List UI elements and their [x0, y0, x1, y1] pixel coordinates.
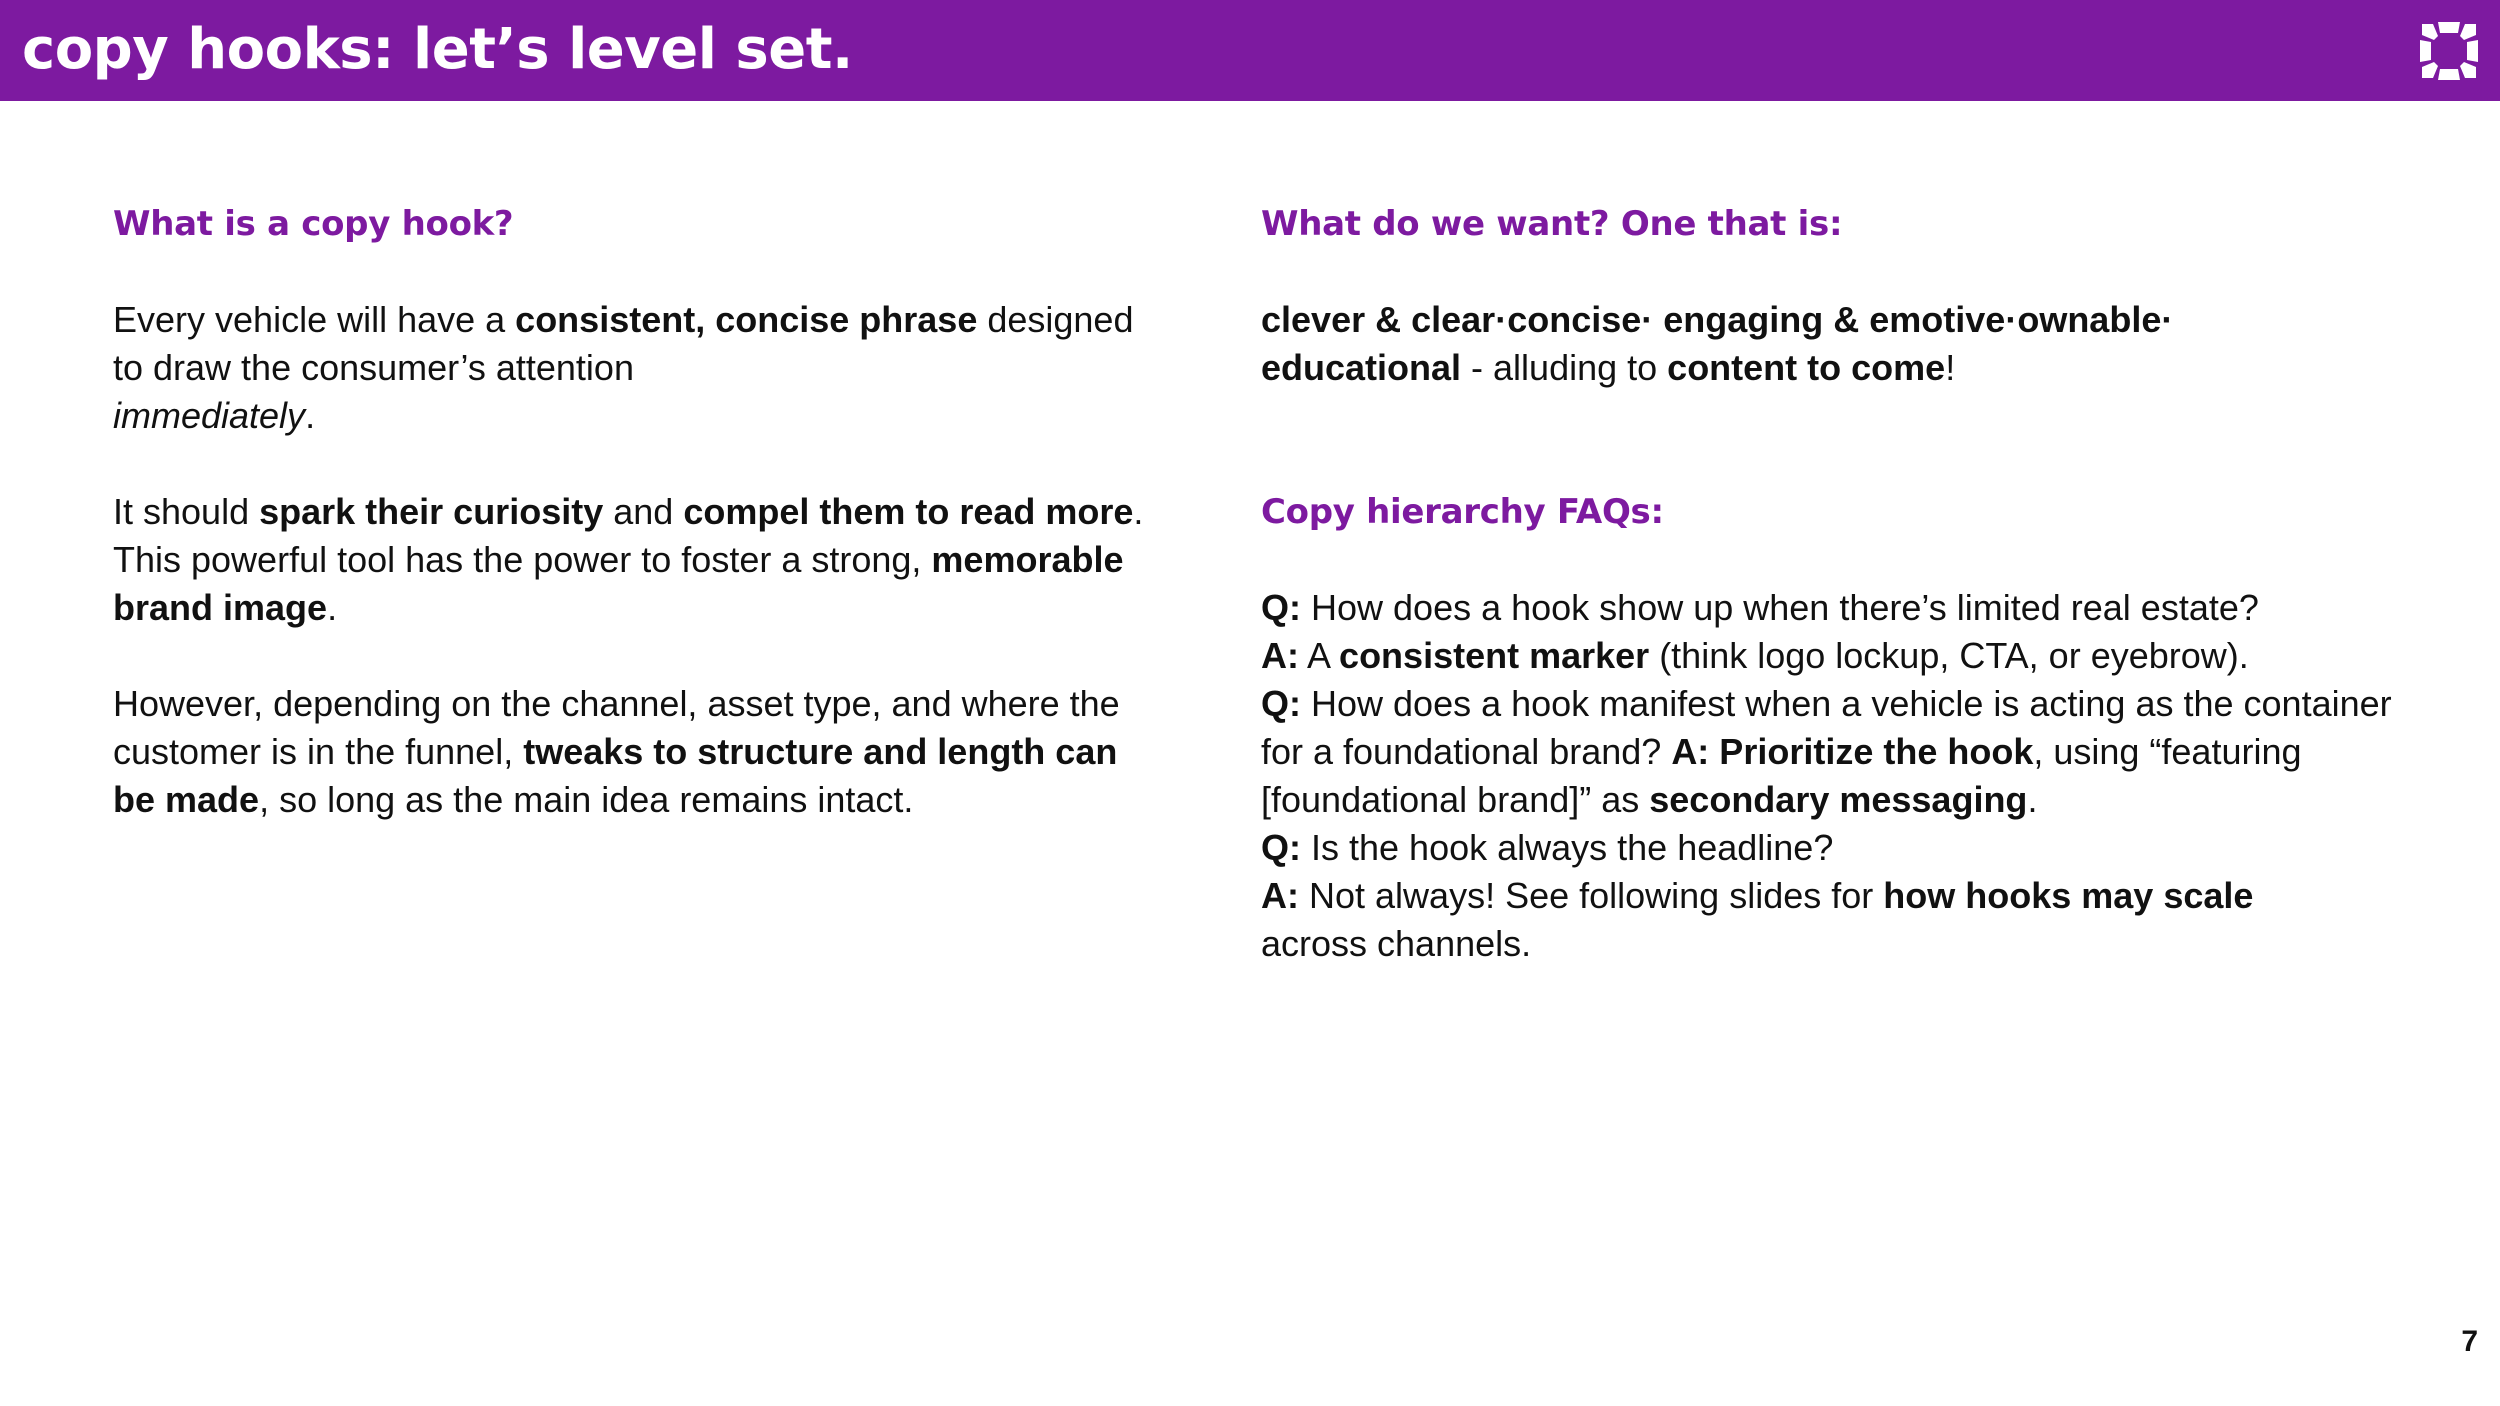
emphasis: consistent, concise phrase: [515, 299, 978, 340]
faq-question-answer: Q: How does a hook manifest when a vehicle is acting as the container for a foundational brand? A: Prioritize the hook, using “featuring [foundational brand]” as secondary messaging.: [1261, 683, 2392, 820]
left-column: [113, 200, 1163, 824]
faq-answer: A: Not always! See following slides for how hooks may scale across channels.: [1261, 875, 2254, 964]
emphasis: memorable brand image: [113, 539, 1124, 628]
qualities-paragraph: clever & clear·concise· engaging & emotive·ownable· educational - alluding to content to come!: [1261, 299, 2174, 388]
faq-question: Q: How does a hook show up when there’s limited real estate?: [1261, 587, 2259, 628]
page-number: 7: [2461, 1325, 2478, 1358]
faq-answer: A: A consistent marker (think logo lockup, CTA, or eyebrow).: [1261, 635, 2249, 676]
emphasis-italic: immediately: [113, 395, 306, 436]
faq-heading: Copy hierarchy FAQs:: [1261, 492, 1664, 532]
purpose-paragraph: It should spark their curiosity and compel them to read more. This powerful tool has the power to foster a strong, memorable brand image.: [113, 491, 1144, 628]
faq-question: Q: Is the hook always the headline?: [1261, 827, 1834, 868]
emphasis: spark their curiosity: [259, 491, 604, 532]
right-column: [1261, 200, 2441, 968]
definition-paragraph: Every vehicle will have a consistent, concise phrase designed to draw the consumer’s attention immediately.: [113, 299, 1134, 436]
emphasis: tweaks to structure and length can be made: [113, 731, 1118, 820]
flexibility-paragraph: However, depending on the channel, asset type, and where the customer is in the funnel, tweaks to structure and length can be made, so long as the main idea remains intact.: [113, 683, 1120, 820]
wants-heading: What do we want? One that is:: [1261, 204, 1843, 244]
copy-hook-heading: What is a copy hook?: [113, 204, 514, 244]
brand-logo-icon: [2418, 20, 2480, 82]
emphasis: compel them to read more: [683, 491, 1134, 532]
slide-title: copy hooks: let’s level set.: [22, 17, 853, 82]
faq-list: [1261, 584, 2441, 968]
